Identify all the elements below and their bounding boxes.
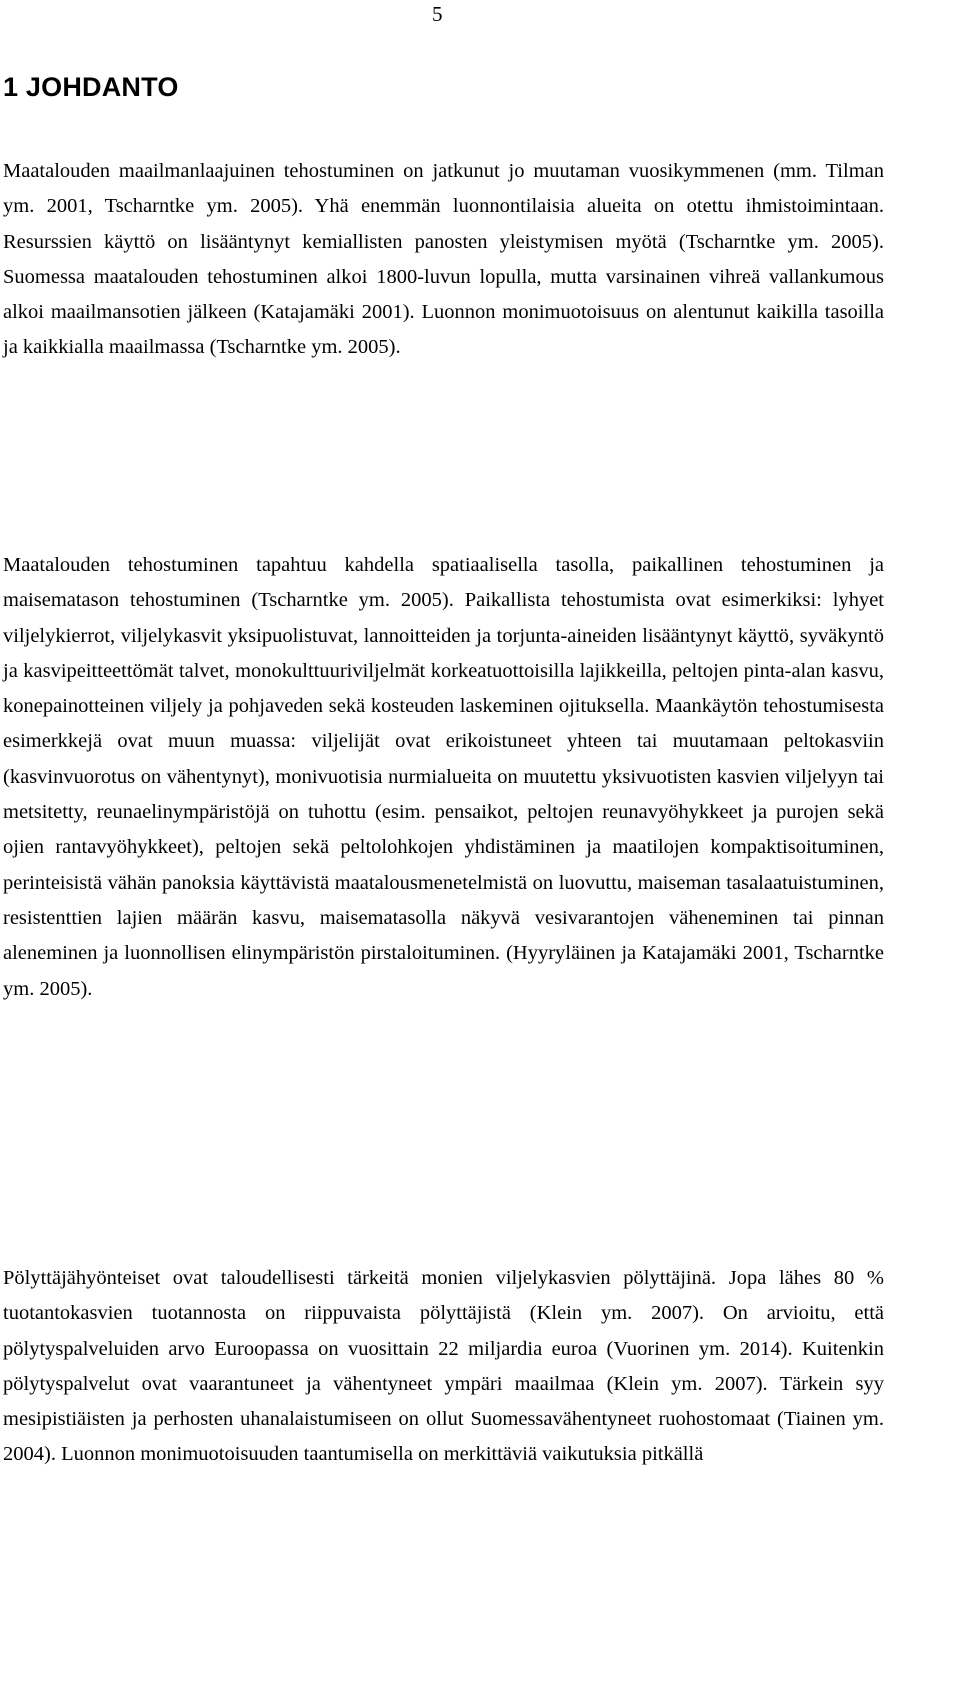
page-number: 5 — [432, 2, 443, 26]
chapter-heading: 1 JOHDANTO — [3, 72, 179, 102]
paragraph-intensification-global: Maatalouden maailmanlaajuinen tehostuminen on jatkunut jo muutaman vuosikymmenen (mm. Tilman ym. 2001, Tscharntke ym. 2005). Yhä enemmän luonnontilaisia alueita on otettu ihmistoimintaan. Resurssien käyttö on lisääntynyt kemiallisten panosten yleistymisen myötä (Tscharntke ym. 2005). Suomessa maatalouden tehostuminen alkoi 1800-luvun lopulla, mutta varsinainen vihreä vallankumous alkoi maailmansotien jälkeen (Katajamäki 2001). Luonnon monimuotoisuus on alentunut kaikilla tasoilla ja kaikkialla maailmassa (Tscharntke ym. 2005). — [3, 160, 884, 359]
paragraph-intensification-levels: Maatalouden tehostuminen tapahtuu kahdella spatiaalisella tasolla, paikallinen tehostuminen ja maisematason tehostuminen (Tscharntke ym. 2005). Paikallista tehostumista ovat esimerkiksi: lyhyet viljelykierrot, viljelykasvit yksipuolistuvat, lannoitteiden ja torjunta-aineiden lisääntynyt käyttö, syväkyntö ja kasvipeitteettömät talvet, monokulttuuriviljelmät korkeatuottoisilla lajikkeilla, peltojen pinta-alan kasvu, konepainotteinen viljely ja pohjaveden sekä kosteuden laskeminen ojituksella. Maankäytön tehostumisesta esimerkkejä ovat muun muassa: viljelijät ovat erikoistuneet yhteen tai muutamaan peltokasviin (kasvinvuorotus on vähentynyt), monivuotisia nurmialueita on muutettu yksivuotisten kasvien viljelyyn tai metsitetty, reunaelinympäristöjä on tuhottu (esim. pensaikot, peltojen reunavyöhykkeet ja purojen sekä ojien rantavyöhykkeet), peltojen sekä peltolohkojen yhdistäminen ja maatilojen kompaktisoituminen, perinteisistä vähän panoksia käyttävistä maatalousmenetelmistä on luovuttu, maiseman tasalaatuistuminen, resistenttien lajien määrän kasvu, maisematasolla näkyvä vesivarantojen väheneminen tai pinnan aleneminen ja luonnollisen elinympäristön pirstaloituminen. (Hyyryläinen ja Katajamäki 2001, Tscharntke ym. 2005). — [3, 554, 884, 1000]
paragraph-pollinators: Pölyttäjähyönteiset ovat taloudellisesti tärkeitä monien viljelykasvien pölyttäjinä. Jopa lähes 80 % tuotantokasvien tuotannosta on riippuvaista pölyttäjistä (Klein ym. 2007). On arvioitu, että pölytyspalveluiden arvo Euroopassa on vuosittain 22 miljardia euroa (Vuorinen ym. 2014). Kuitenkin pölytyspalvelut ovat vaarantuneet ja vähentyneet ympäri maailmaa (Klein ym. 2007). Tärkein syy mesipistiäisten ja perhosten uhanalaistumiseen on ollut Suomessavähentyneet ruohostomaat (Tiainen ym. 2004). Luonnon monimuotoisuuden taantumisella on merkittäviä vaikutuksia pitkällä — [3, 1267, 884, 1466]
